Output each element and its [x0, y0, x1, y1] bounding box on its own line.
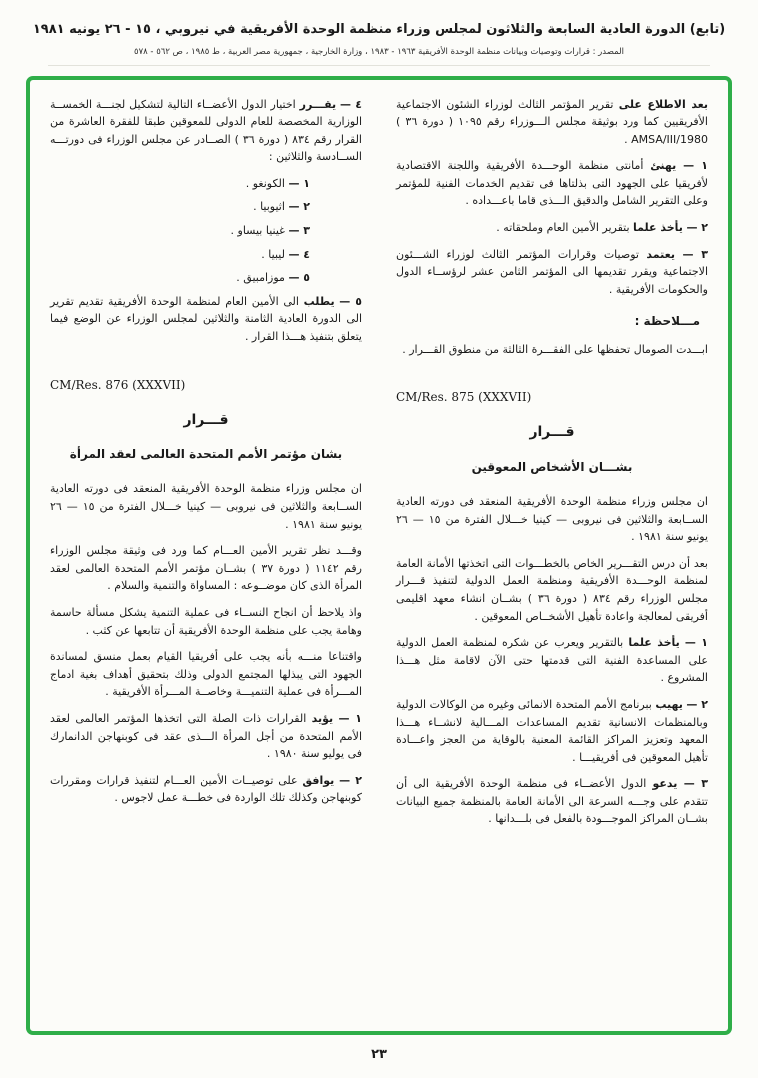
text-run: الى الأمين العام لمنظمة الوحدة الأفريقية تقديم تقرير الى الدورة العادية الثامنة والثلاثين لمجلس الوزراء عن الوضع فيما يتعلق بتنفيذ هـــذا القرار .: [50, 294, 362, 344]
resolution-number: [50, 376, 362, 395]
paragraph: [50, 480, 362, 533]
clause-lead: بعد الاطلاع على: [618, 97, 709, 111]
list-item: [50, 269, 310, 287]
text-run: تقرير المؤتمر الثالث لوزراء الشئون الاجتماعية الأفريقيين كما ورد بوثيقة مجلس الـــوزراء رقم ١٠٩٥ ( دورة ٣٦ ) AMSA/III/1980 .: [396, 97, 708, 146]
list-item: [50, 175, 310, 193]
clause-paragraph: [396, 219, 708, 237]
text-run: CM/Res. 876 (XXXVII): [50, 377, 186, 392]
paragraph: [396, 493, 708, 546]
text-run: ببرنامج الأمم المتحدة الانمائى وغيره من الوكالات الدولية وبالمنظمات الانسانية تقديم المساعدات المـــالية لانشــاء هـــذا المعهد وتعزيز المراكز القائمة المعنية بالوقاية من العجز واعـــادة تأهيل المعوقين فى أفريقيـــا .: [396, 697, 708, 764]
page-footer: [0, 1035, 758, 1078]
paragraph: [50, 542, 362, 595]
paragraph: [50, 604, 362, 639]
paragraph: [396, 96, 708, 149]
text-run: قـــرار: [183, 411, 229, 428]
clause-paragraph: [396, 246, 708, 299]
list-item: [50, 198, 310, 216]
text-run: الدول الأعضــاء فى منظمة الوحدة الأفريقية الى أن تتقدم على وجـــه السرعة الى الأمانة العامة بالمنظمة جميع البيانات بشــان المراكز الموجـــودة بالفعل فى بلـــدانها .: [396, 777, 708, 826]
clause-number: ٣ —: [683, 777, 708, 791]
text-run: بعد أن درس التقـــرير الخاص بالخطـــوات التى اتخذتها الأمانة العامة لمنظمة الوحـــدة الأفريقية ومنظمة العمل الدولية لتنفيذ قـــرار مجلس الوزراء رقم ٨٣٤ ( دورة ٣٦ ) بشــان انشاء معهد اقليمى أفريقى لمعالجة واعادة تأهيل الأشخــاص المعوقين .: [396, 556, 709, 623]
clause-number: ٢ —: [686, 221, 708, 235]
clause-number: ٢ —: [339, 773, 362, 787]
text-run: ان مجلس وزراء منظمة الوحدة الأفريقية المنعقد فى دورته العادية الســابعة والثلاثين فى نيروبى — كينيا خـــلال الفترة من ١٥ — ٢٦ يونيو سنة ١٩٨١ .: [396, 494, 708, 544]
page-header: [0, 0, 758, 66]
clause-lead: يهيب: [655, 697, 683, 711]
clause-number: ٢ —: [288, 200, 310, 214]
resolution-heading: [50, 409, 362, 431]
list-item: [50, 222, 310, 240]
list-item: [50, 246, 310, 264]
clause-number: ٥ —: [339, 294, 362, 308]
paragraph: [50, 648, 362, 701]
clause-lead: يعتمد: [646, 247, 675, 261]
text-run: بشـــان الأشخاص المعوقين: [471, 459, 633, 474]
clause-paragraph: [50, 96, 362, 166]
clause-paragraph: [396, 157, 708, 210]
text-run: ليبيا .: [261, 247, 285, 261]
text-run: بتقرير الأمين العام وملحقاته .: [496, 221, 630, 235]
text-run: وقـــد نظر تقرير الأمين العـــام كما ورد فى وثيقة مجلس الوزراء رقم ١١٤٢ ( دورة ٣٧ ) بشــان مؤتمر الأمم المتحدة العالمى لعقد المرأة الذى كان موضــوعه : المساواة والتنمية والسلام .: [50, 544, 362, 593]
page-number: ٢٣: [371, 1047, 387, 1062]
note-heading: [396, 312, 700, 331]
text-run: اثيوبيا .: [253, 200, 285, 214]
clause-paragraph: [396, 634, 708, 687]
paragraph: [396, 341, 708, 359]
resolutions-frame: [26, 76, 732, 1036]
resolution-number: [396, 388, 708, 407]
text-run: واذ يلاحظ أن انجاح النســاء فى عملية التنمية يشكل مسألة حاسمة وهامة يجب على منظمة الوحدة الأفريقية أن تتابعها عن كثب .: [50, 605, 362, 637]
text-run: ان مجلس وزراء منظمة الوحدة الأفريقية المنعقد فى دورته العادية الســابعة والثلاثين فى نيروبى — كينيا خـــلال الفترة من ١٥ — ٢٦ يونيو سنة ١٩٨١ .: [50, 482, 362, 531]
text-run: قـــرار: [529, 424, 575, 441]
clause-number: ٣ —: [682, 247, 708, 261]
column-left: [50, 96, 362, 1022]
text-run: على توصيــات الأمين العـــام لتنفيذ قرارات ومقررات كوبنهاجن وكذلك تلك الواردة فى خطـــة عمل لاجوس .: [50, 773, 362, 805]
clause-lead: يدعو: [652, 777, 678, 791]
page-title: (تابع) الدورة العادية السابعة والثلاثون لمجلس وزراء منظمة الوحدة الأفريقية في نيروبي ، ١٥ - ٢٦ يونيه ١٩٨١: [32, 22, 726, 37]
clause-lead: يوافق: [302, 773, 335, 787]
text-run: غينيا بيساو .: [230, 224, 285, 238]
clause-paragraph: [50, 293, 362, 346]
clause-lead: يؤيد: [311, 711, 334, 725]
resolution-subject: [396, 458, 708, 477]
clause-number: ١ —: [683, 159, 708, 173]
text-run: موزامبيق .: [236, 271, 285, 285]
resolution-heading: [396, 421, 708, 443]
clause-paragraph: [50, 772, 362, 807]
clause-lead: يأخذ علما: [633, 221, 683, 235]
text-run: مـــلاحظة :: [634, 314, 700, 329]
clause-number: ٥ —: [288, 271, 310, 285]
clause-paragraph: [396, 775, 708, 828]
text-run: CM/Res. 875 (XXXVII): [396, 390, 532, 405]
clause-number: ٤ —: [340, 97, 362, 111]
text-run: توصيات وقرارات المؤتمر الثالث لوزراء الشـــئون الاجتماعية ويقرر تقديمها الى المؤتمر الثامن عشر لرؤســاء الدول والحكومات الأفريقية .: [396, 247, 708, 296]
source-line: المصدر : قرارات وتوصيات وبيانات منظمة الوحدة الأفريقية ١٩٦٣ - ١٩٨٣ ، وزارة الخارجية ، جمهورية مصر العربية ، ط ١٩٨٥ ، ص ٥٦٢ - ٥٧٨: [134, 46, 624, 57]
paragraph: [396, 555, 708, 625]
clause-lead: يطلب: [303, 294, 335, 308]
column-right: [396, 96, 708, 1022]
text-run: بشان مؤتمر الأمم المتحدة العالمى لعقد المرأة: [69, 447, 343, 462]
clause-number: ٢ —: [686, 697, 708, 711]
header-divider: [48, 65, 710, 66]
clause-number: ١ —: [684, 636, 708, 650]
clause-number: ٣ —: [288, 224, 310, 238]
clause-number: ١ —: [288, 176, 310, 190]
text-run: الكونغو .: [245, 176, 285, 190]
clause-lead: يهنئ: [650, 159, 677, 173]
clause-lead: يأخذ علما: [628, 636, 680, 650]
text-run: ابـــدت الصومال تحفظها على الفقـــرة الثالثة من منطوق القـــرار .: [402, 342, 708, 356]
text-run: بالتقرير ويعرب عن شكره لمنظمة العمل الدولية على المساعدة الفنية التى قدمتها حتى الآن لاقامة مثل هـــذا المشروع .: [396, 636, 708, 685]
text-run: واقتناعا منـــه بأنه يجب على أفريقيا القيام بعمل منسق لمساندة الجهود التى يبذلها المجتمع الدولى وذلك بتحقيق أهداف بغية ادماج المـــرأة فى عملية التنميـــة وخاصــة المـــرأة الأفريقية .: [50, 650, 362, 699]
clause-lead: يقـــرر: [299, 97, 337, 111]
text-run: أمانتى منظمة الوحـــدة الأفريقية واللجنة الاقتصادية لأفريقيا على الجهود التى بذلتاها فى تقديم الخدمات الفنية للمؤتمر وعلى التقرير الشامل والدقيق الـــذى قاما باعـــداده .: [396, 159, 708, 208]
clause-number: ١ —: [338, 711, 362, 725]
clause-number: ٤ —: [288, 247, 310, 261]
resolution-subject: [50, 445, 362, 464]
clause-paragraph: [50, 710, 362, 763]
text-run: اختيار الدول الأعضــاء التالية لتشكيل لجنـــة الخمســة الوزارية المخصصة للعام الدولى للمعوقين طبقا للفقرة العاشرة من القرار رقم ٨٣٤ ( دورة ٣٦ ) الصــادر عن مجلس الوزراء فى دورتـــه الســادسة والثلاثين :: [50, 97, 362, 164]
clause-paragraph: [396, 696, 708, 766]
text-run: القرارات ذات الصلة التى اتخذها المؤتمر العالمى لعقد الأمم المتحدة من أجل المرأة الـــذى عقد فى كوبنهاجن الدانمارك فى يوليو سنة ١٩٨٠ .: [50, 711, 362, 761]
